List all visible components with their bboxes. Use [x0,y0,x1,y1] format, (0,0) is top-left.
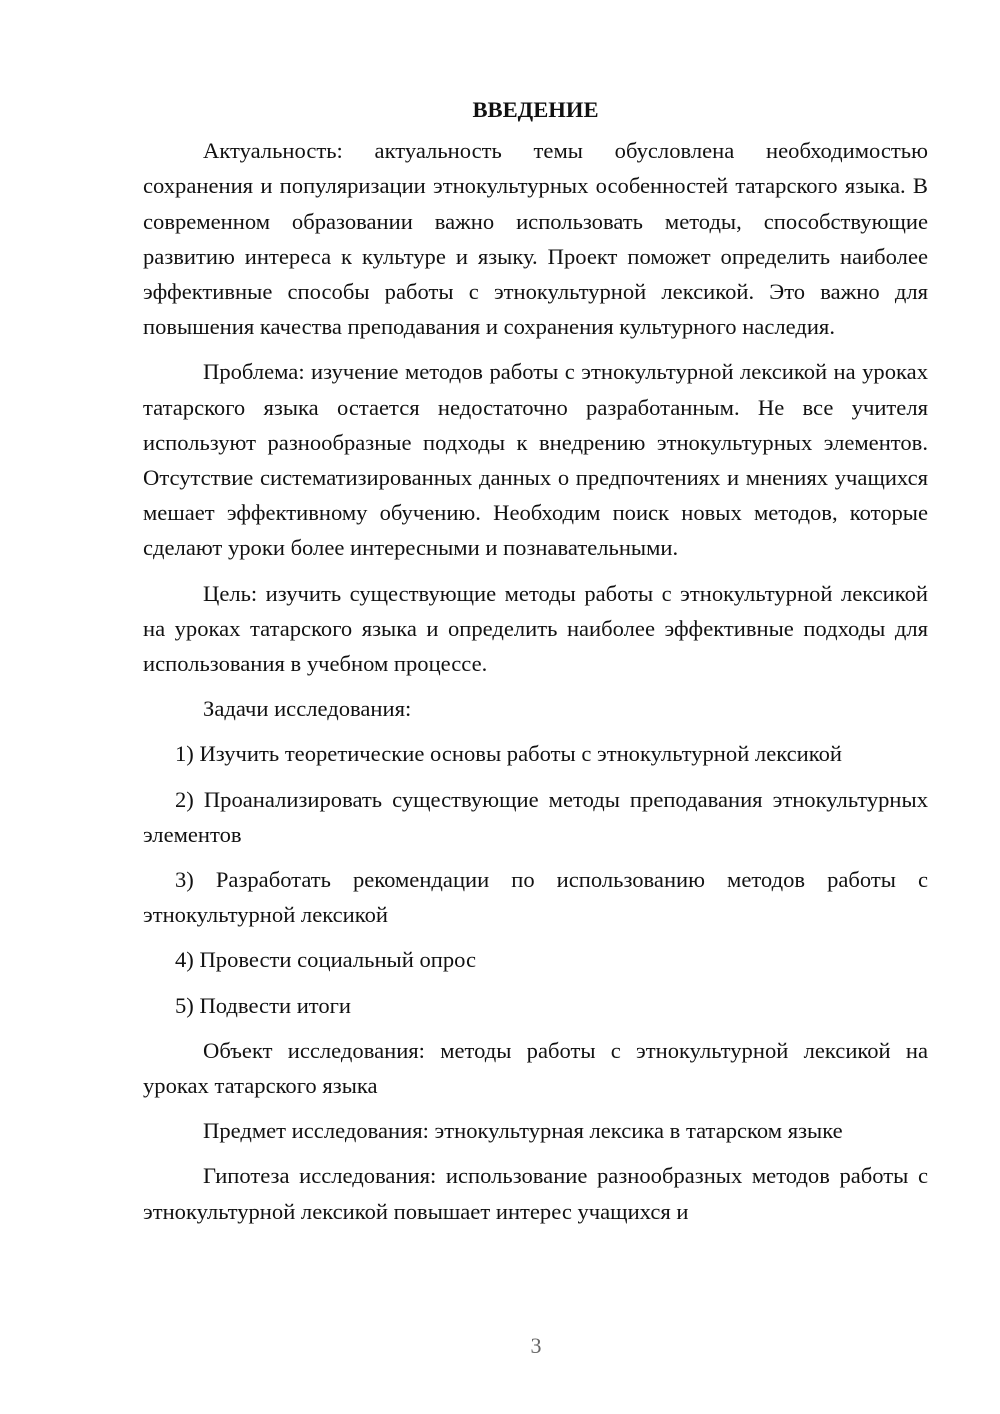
paragraph-goal: Цель: изучить существующие методы работы с этнокультурной лексикой на уроках татарского языка и определить наиболее эффективные подходы для использования в учебном процессе. [143,580,928,677]
paragraph-tasks-intro: Задачи исследования: [203,696,412,722]
list-item: 4) Провести социальный опрос [175,947,477,973]
paragraph-subject: Предмет исследования: этнокультурная лексика в татарском языке [203,1118,843,1144]
page-content [143,92,928,1239]
list-item: 5) Подвести итоги [175,992,352,1018]
paragraph-hypothesis: Гипотеза исследования: использование разнообразных методов работы с этнокультурной лексикой повышает интерес учащихся и [143,1163,928,1224]
page-number: 3 [530,1333,542,1358]
section-heading: ВВЕДЕНИЕ [472,97,599,122]
task-list [143,736,928,1022]
paragraph-object: Объект исследования: методы работы с этнокультурной лексикой на уроках татарского языка [143,1037,928,1099]
paragraph-relevance: Актуальность: актуальность темы обусловлена необходимостью сохранения и популяризации этнокультурных особенностей татарского языка. В современном образовании важно использовать методы, способствующие развитию интереса к культуре и языку. Проект поможет определить наиболее эффективные способы работы с этнокультурной лексикой. Это важно для повышения качества преподавания и сохранения культурного наследия. [143,138,928,340]
list-item: 2) Проанализировать существующие методы преподавания этнокультурных элементов [143,786,928,847]
list-item: 3) Разработать рекомендации по использованию методов работы с этнокультурной лексикой [143,867,928,928]
list-item: 1) Изучить теоретические основы работы с этнокультурной лексикой [175,741,842,767]
paragraph-problem: Проблема: изучение методов работы с этнокультурной лексикой на уроках татарского языка остается недостаточно разработанным. Не все учителя используют разнообразные подходы к внедрению этнокультурных элементов. Отсутствие систематизированных данных о предпочтениях и мнениях учащихся мешает эффективному обучению. Необходим поиск новых методов, которые сделают уроки более интересными и познавательными. [143,359,928,561]
